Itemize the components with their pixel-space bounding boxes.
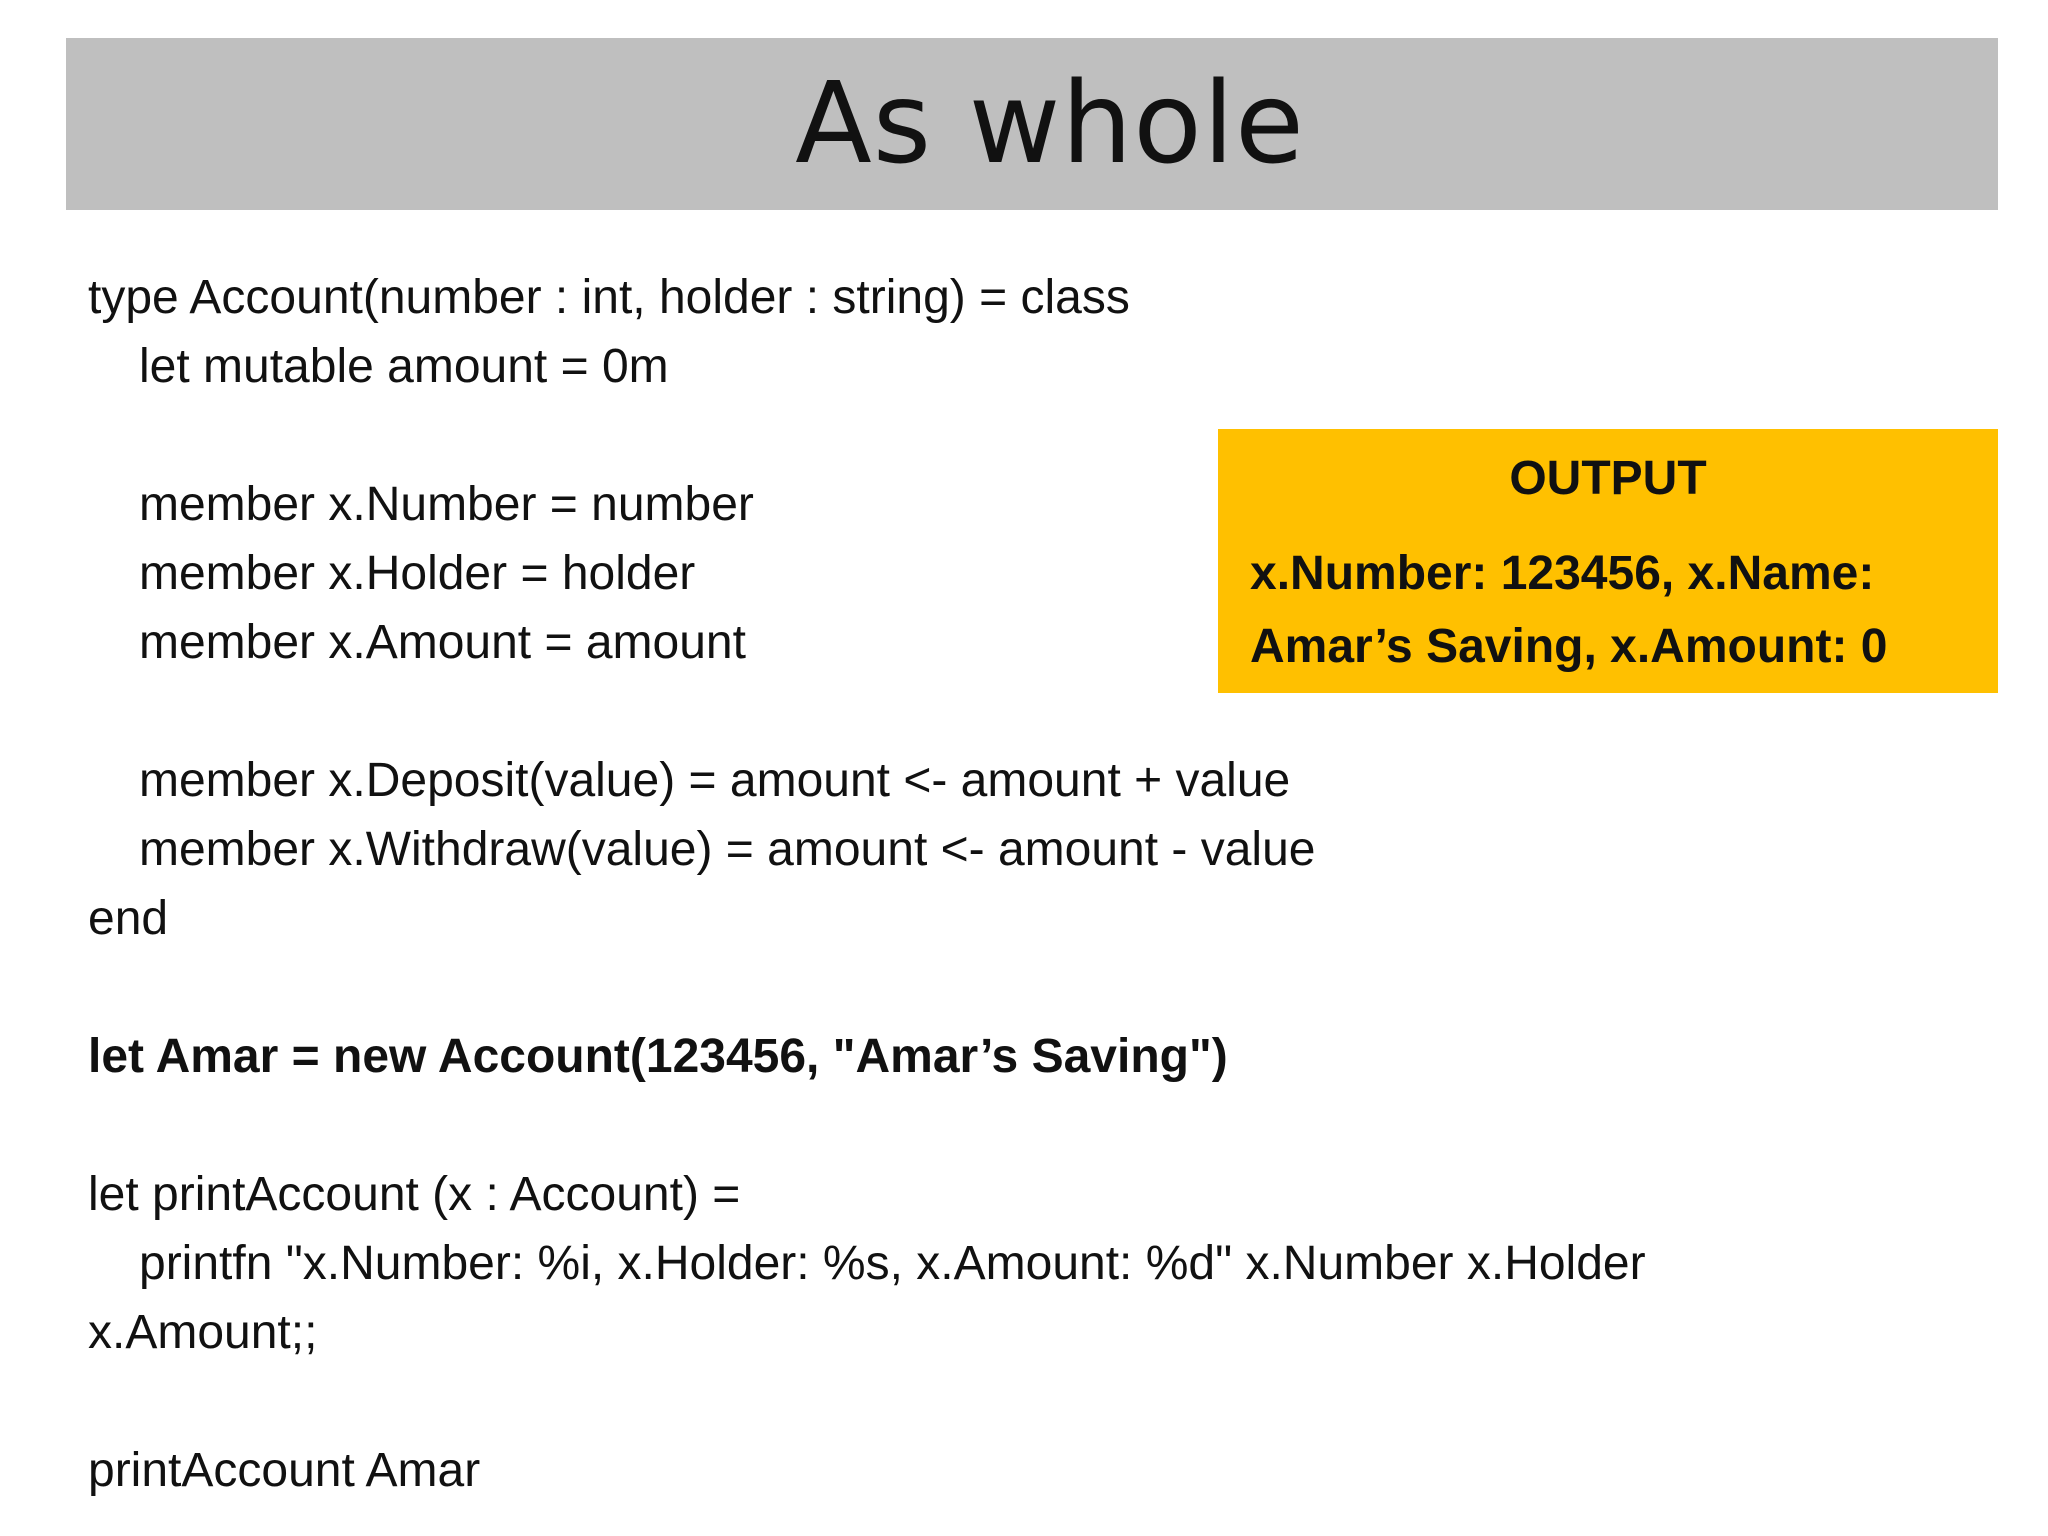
code-line-let-amar: let Amar = new Account(123456, "Amar’s Saving") [88, 1030, 1228, 1083]
output-box [1218, 429, 1998, 693]
code-line-printfn-continued: x.Amount;; [88, 1306, 318, 1359]
slide-title: As whole [795, 59, 1305, 189]
code-line-print-account-call: printAccount Amar [88, 1444, 481, 1497]
code-line-member-holder: member x.Holder = holder [139, 547, 696, 600]
output-line-2: Amar’s Saving, x.Amount: 0 [1250, 620, 1888, 673]
code-line-member-deposit: member x.Deposit(value) = amount <- amount + value [139, 754, 1291, 807]
code-line-mutable-amount: let mutable amount = 0m [139, 340, 669, 393]
output-line-1: x.Number: 123456, x.Name: [1250, 547, 1875, 600]
code-line-type-declaration: type Account(number : int, holder : string) = class [88, 271, 1130, 324]
output-heading: OUTPUT [1509, 452, 1707, 505]
code-line-print-account-def: let printAccount (x : Account) = [88, 1168, 741, 1221]
code-line-member-number: member x.Number = number [139, 478, 754, 531]
code-line-printfn: printfn "x.Number: %i, x.Holder: %s, x.Amount: %d" x.Number x.Holder [139, 1237, 1646, 1290]
code-line-member-withdraw: member x.Withdraw(value) = amount <- amount - value [139, 823, 1316, 876]
code-line-end: end [88, 892, 169, 945]
code-line-member-amount: member x.Amount = amount [139, 616, 746, 669]
title-bar [66, 38, 1998, 210]
